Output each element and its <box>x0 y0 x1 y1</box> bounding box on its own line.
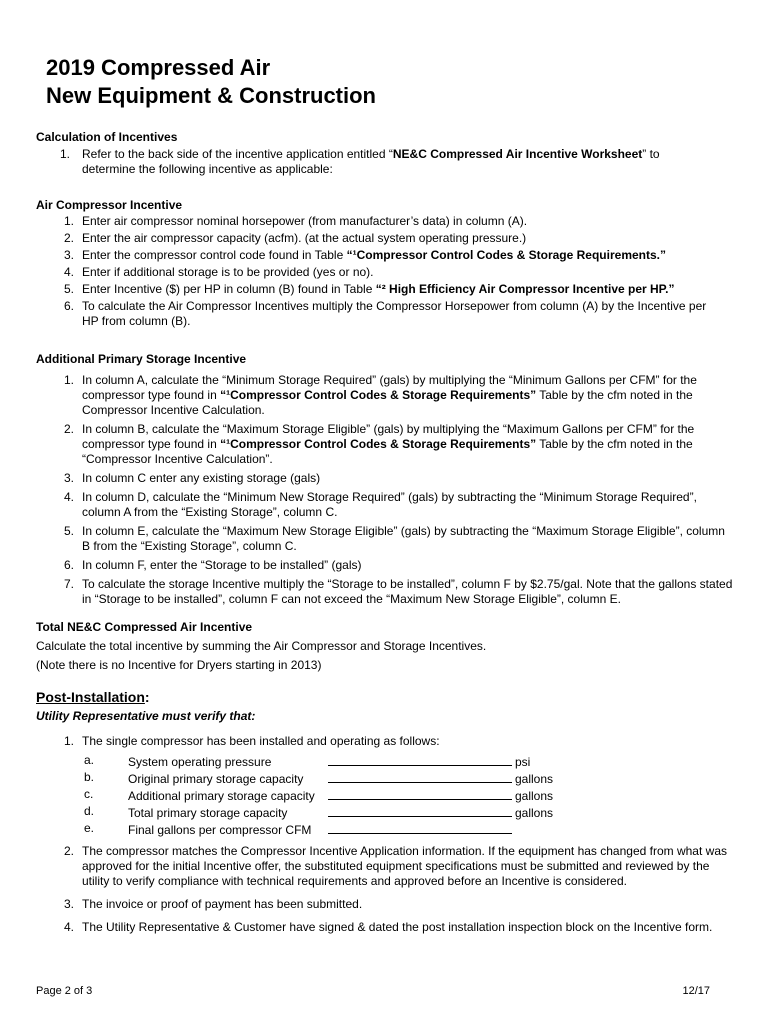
list-item <box>36 214 726 229</box>
list-item <box>36 422 736 467</box>
storage-list <box>36 373 736 607</box>
item-number: 7. <box>63 577 74 591</box>
list-item <box>36 299 726 329</box>
calculation-item-text-line2: determine the following incentive as applicable: <box>82 162 333 176</box>
item-number: 4. <box>63 490 74 504</box>
field-label: Final gallons per compressor CFM <box>128 823 312 837</box>
list-item <box>36 897 736 912</box>
revision-date: 12/17 <box>682 985 710 997</box>
item-text: Enter if additional storage is to be provided (yes or no). <box>82 265 374 279</box>
item-text: Enter the air compressor capacity (acfm). (at the actual system operating pressure.) <box>82 231 527 245</box>
field-unit: psi <box>515 755 531 769</box>
total-heading: Total NE&C Compressed Air Incentive <box>36 620 253 634</box>
list-item <box>36 577 736 607</box>
table-reference: “¹Compressor Control Codes & Storage Requirements” <box>220 437 537 451</box>
item-number: 6. <box>63 558 74 572</box>
gallons-per-cfm-blank-line[interactable] <box>328 821 512 834</box>
field-letter: c. <box>84 787 94 801</box>
item-text: To calculate the storage Incentive multiply the “Storage to be installed”, column F by $2.75/gal. Note that the gallons stated in “Storage to be installed”, column F can not exceed the “Maximum New Storage Eligible”, column E. <box>82 577 733 606</box>
page-number: Page 2 of 3 <box>36 985 93 997</box>
total-section <box>36 619 736 675</box>
list-item <box>36 471 736 486</box>
field-letter: e. <box>84 821 95 835</box>
field-label: Additional primary storage capacity <box>128 789 315 803</box>
total-storage-blank-line[interactable] <box>328 804 512 817</box>
item-text: In column A, calculate the “Minimum Storage Required” (gals) by multiplying the “Minimum Gallons per CFM” for the compressor type found in <box>82 373 697 402</box>
item-number: 4. <box>63 265 74 279</box>
item-text: In column C enter any existing storage (gals) <box>82 471 321 485</box>
list-item <box>36 844 736 889</box>
item-number: 2. <box>63 422 74 436</box>
field-row <box>82 753 736 770</box>
list-item <box>36 920 736 935</box>
calculation-item <box>36 147 736 177</box>
calculation-item-text-b: ” to <box>642 147 660 161</box>
item-number: 3. <box>63 248 74 262</box>
post-installation-list <box>36 734 736 935</box>
item-number: 3. <box>63 897 74 911</box>
air-compressor-list <box>36 214 726 329</box>
item-text: Enter the compressor control code found in Table <box>82 248 347 262</box>
original-storage-blank-line[interactable] <box>328 770 512 783</box>
item-number: 2. <box>63 844 74 858</box>
page-title <box>46 54 376 110</box>
item-number: 5. <box>63 524 74 538</box>
field-unit: gallons <box>515 806 554 820</box>
worksheet-title: NE&C Compressed Air Incentive Worksheet <box>392 147 643 161</box>
calculation-section <box>36 129 736 177</box>
list-item <box>36 248 726 263</box>
list-item <box>36 282 726 297</box>
field-unit: gallons <box>515 772 554 786</box>
calculation-item-text-a: Refer to the back side of the incentive application entitled “ <box>82 147 393 161</box>
field-label: Total primary storage capacity <box>128 806 288 820</box>
storage-heading: Additional Primary Storage Incentive <box>36 352 247 366</box>
post-installation-section <box>36 688 736 935</box>
item-text: Enter air compressor nominal horsepower (from manufacturer’s data) in column (A). <box>82 214 528 228</box>
field-row <box>82 770 736 787</box>
field-letter: a. <box>84 753 95 767</box>
item-number: 2. <box>63 231 74 245</box>
air-compressor-section <box>36 197 726 329</box>
item-number: 5. <box>63 282 74 296</box>
air-compressor-heading: Air Compressor Incentive <box>36 198 183 212</box>
post-installation-colon: : <box>144 689 150 705</box>
verification-fields <box>82 753 736 838</box>
item-number: 3. <box>63 471 74 485</box>
total-line-2: (Note there is no Incentive for Dryers starting in 2013) <box>36 658 322 672</box>
field-label: System operating pressure <box>128 755 272 769</box>
list-item <box>36 490 736 520</box>
item-number: 1. <box>63 214 74 228</box>
field-row <box>82 787 736 804</box>
storage-section <box>36 351 736 607</box>
list-item <box>36 265 726 280</box>
calculation-item-number: 1. <box>60 147 71 161</box>
list-item <box>36 734 736 838</box>
additional-storage-blank-line[interactable] <box>328 787 512 800</box>
field-row <box>82 821 736 838</box>
item-text: In column D, calculate the “Minimum New Storage Required” (gals) by subtracting the “Minimum Storage Required”, column A from the “Existing Storage”, column C. <box>82 490 697 519</box>
item-text: The single compressor has been installed and operating as follows: <box>82 734 440 748</box>
table-reference: “¹Compressor Control Codes & Storage Requirements.” <box>346 248 666 262</box>
list-item <box>36 524 736 554</box>
post-installation-heading: Post-Installation <box>36 689 145 705</box>
item-text: The invoice or proof of payment has been submitted. <box>82 897 363 911</box>
calculation-heading: Calculation of Incentives <box>36 130 178 144</box>
item-text: The Utility Representative & Customer have signed & dated the post installation inspection block on the Incentive form. <box>82 920 713 934</box>
field-label: Original primary storage capacity <box>128 772 304 786</box>
item-text: In column B, calculate the “Maximum Storage Eligible” (gals) by multiplying the “Maximum Gallons per CFM” for the compressor type found in <box>82 422 695 451</box>
field-letter: d. <box>84 804 95 818</box>
item-text: The compressor matches the Compressor Incentive Application information. If the equipment has changed from what was approved for the initial Incentive offer, the substituted equipment specifications must be submitted and reviewed by the utility to verify compliance with technical requirements and approved before an Incentive is considered. <box>82 844 727 888</box>
field-letter: b. <box>84 770 95 784</box>
table-reference: “¹Compressor Control Codes & Storage Requirements” <box>220 388 537 402</box>
list-item <box>36 373 736 418</box>
list-item <box>36 231 726 246</box>
total-line-1: Calculate the total incentive by summing the Air Compressor and Storage Incentives. <box>36 639 487 653</box>
item-text: Enter Incentive ($) per HP in column (B) found in Table <box>82 282 376 296</box>
item-text: Table by the cfm noted in the Compressor Incentive Calculation. <box>82 388 693 417</box>
item-text: Table by the cfm noted in the “Compressor Incentive Calculation”. <box>82 437 693 466</box>
item-text: In column F, enter the “Storage to be installed” (gals) <box>82 558 362 572</box>
field-unit: gallons <box>515 789 554 803</box>
item-number: 1. <box>63 373 74 387</box>
item-number: 4. <box>63 920 74 934</box>
item-text: To calculate the Air Compressor Incentives multiply the Compressor Horsepower from column (A) by the Incentive per HP from column (B). <box>82 299 707 328</box>
table-reference: “² High Efficiency Air Compressor Incentive per HP.” <box>375 282 675 296</box>
item-text: In column E, calculate the “Maximum New Storage Eligible” (gals) by subtracting the “Maximum Storage Eligible”, column B from the “Existing Storage”, column C. <box>82 524 725 553</box>
title-line-2: New Equipment & Construction <box>46 83 376 108</box>
title-line-1: 2019 Compressed Air <box>46 55 271 80</box>
post-installation-subheading: Utility Representative must verify that: <box>36 709 256 723</box>
list-item <box>36 558 736 573</box>
item-number: 1. <box>63 734 74 748</box>
pressure-blank-line[interactable] <box>328 753 512 766</box>
field-row <box>82 804 736 821</box>
item-number: 6. <box>63 299 74 313</box>
